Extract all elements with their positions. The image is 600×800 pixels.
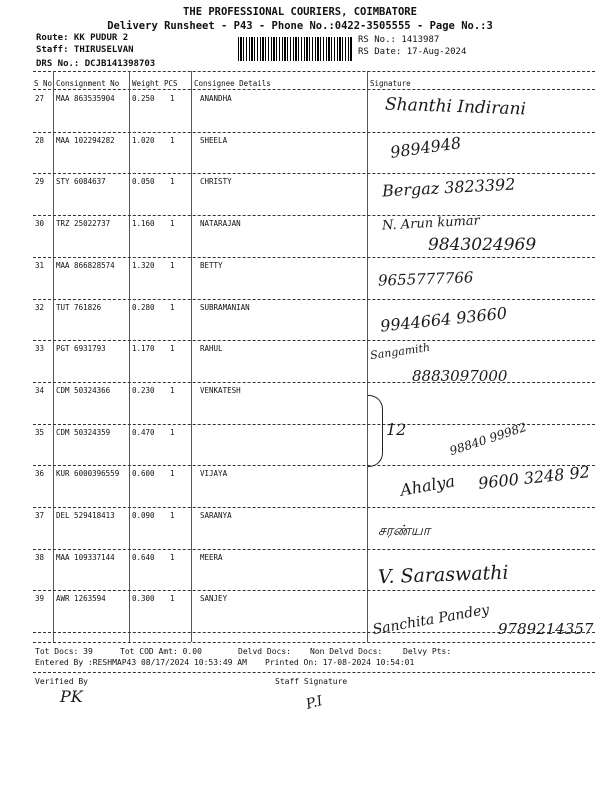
- row-pcs: 1: [170, 552, 175, 562]
- route-label: Route: KK PUDUR 2: [36, 33, 129, 43]
- row-weight: 1.170: [132, 344, 155, 354]
- row-consignment-no: MAA 102294282: [56, 135, 115, 145]
- col-divider-cno: [129, 71, 130, 642]
- row-weight: 0.600: [132, 469, 155, 479]
- row-consignment-no: MAA 863535904: [56, 94, 115, 103]
- row-divider: [33, 257, 595, 258]
- runsheet-subtitle: Delivery Runsheet - P43 - Phone No.:0422-3505555 - Page No.:3: [107, 20, 493, 32]
- row-consignee-name: RAHUL: [200, 344, 223, 354]
- row-consignment-no: CDM 50324366: [56, 385, 111, 395]
- col-header-consignment: Consignment No: [56, 79, 120, 88]
- row-consignee-name: SUBRAMANIAN: [200, 302, 250, 312]
- row-pcs: 1: [170, 344, 175, 354]
- row-weight: 1.320: [132, 260, 155, 270]
- row-divider: [33, 382, 595, 383]
- signature-row-39-name: Sanchita Pandey: [371, 601, 491, 639]
- signature-row-33-name: Sangamith: [369, 340, 431, 363]
- drs-number: DRS No.: DCJB141398703: [36, 59, 156, 69]
- signature-row-38: V. Saraswathi: [377, 561, 509, 589]
- row-consignee-name: CHRISTY: [200, 177, 232, 187]
- row-consignee-name: VENKATESH: [200, 385, 241, 395]
- row-pcs: 1: [170, 594, 175, 604]
- signature-row-29: Bergaz 3823392: [381, 174, 516, 201]
- row-consignee-name: MEERA: [200, 552, 223, 562]
- row-sno: 33: [35, 344, 45, 354]
- row-consignment-no: TRZ 25022737: [56, 219, 111, 229]
- row-divider: [33, 132, 595, 133]
- row-consignee-name: ANANDHA: [200, 94, 232, 103]
- col-header-signature: Signature: [370, 79, 411, 88]
- row-consignment-no: PGT 6931793: [56, 344, 106, 354]
- signature-row-32: 9944664 93660: [379, 303, 508, 336]
- row-weight: 0.050: [132, 177, 155, 187]
- verified-by-label: Verified By: [35, 677, 88, 686]
- row-divider: [33, 590, 595, 591]
- row-sno: 29: [35, 177, 45, 187]
- row-weight: 0.230: [132, 385, 155, 395]
- total-cod-amount: Tot COD Amt: 0.00: [120, 647, 202, 656]
- row-divider: [33, 507, 595, 508]
- row-pcs: 1: [170, 219, 175, 229]
- row-sno: 31: [35, 260, 45, 270]
- row-divider: [33, 465, 595, 466]
- row-sno: 36: [35, 469, 45, 479]
- row-divider: [33, 340, 595, 341]
- row-pcs: 1: [170, 511, 175, 520]
- row-consignment-no: TUT 761826: [56, 302, 102, 312]
- row-pcs: 1: [170, 94, 175, 103]
- col-header-pcs: PCS: [164, 79, 178, 88]
- row-weight: 0.300: [132, 594, 155, 604]
- verified-by-mark: PK: [60, 687, 83, 706]
- barcode: [238, 37, 353, 61]
- signature-row-35: 98840 99982: [447, 419, 529, 459]
- company-title: THE PROFESSIONAL COURIERS, COIMBATORE: [183, 6, 417, 18]
- signature-row-39-phone: 9789214357: [498, 620, 594, 638]
- row-consignment-no: KUR 6000396559: [56, 469, 120, 479]
- staff-signature-mark: P.I: [304, 693, 325, 713]
- col-header-sno: S No: [34, 79, 53, 88]
- row-consignment-no: MAA 866828574: [56, 260, 115, 270]
- staff-label: Staff: THIRUSELVAN: [36, 45, 134, 55]
- row-sno: 39: [35, 594, 45, 604]
- row-sno: 27: [35, 94, 45, 103]
- row-pcs: 1: [170, 469, 175, 479]
- entered-by: Entered By :RESHMAP43 08/17/2024 10:53:49 AM: [35, 658, 247, 667]
- signature-row-31: 9655777766: [377, 268, 474, 290]
- row-consignment-no: CDM 50324359: [56, 427, 111, 437]
- row-consignee-name: NATARAJAN: [200, 219, 241, 229]
- signature-row-37: சரண்யா: [378, 523, 431, 539]
- row-sno: 28: [35, 135, 45, 145]
- row-divider: [33, 215, 595, 216]
- signature-row-30-phone: 9843024969: [428, 235, 537, 255]
- row-consignee-name: SARANYA: [200, 511, 232, 520]
- row-weight: 0.640: [132, 552, 155, 562]
- row-consignee-name: VIJAYA: [200, 469, 228, 479]
- row-sno: 37: [35, 511, 45, 520]
- rs-date: RS Date: 17-Aug-2024: [358, 47, 467, 57]
- row-pcs: 1: [170, 260, 175, 270]
- total-docs: Tot Docs: 39: [35, 647, 93, 656]
- col-divider-sno: [53, 71, 54, 642]
- row-sno: 32: [35, 302, 45, 312]
- signature-row-30-name: N. Arun kumar: [381, 213, 481, 234]
- printed-on: Printed On: 17-08-2024 10:54:01: [265, 658, 415, 667]
- row-consignment-no: DEL 529418413: [56, 511, 115, 520]
- row-divider: [33, 549, 595, 550]
- signature-row-36-name: Ahalya: [398, 471, 457, 500]
- row-weight: 0.090: [132, 511, 155, 520]
- row-weight: 0.250: [132, 94, 155, 103]
- row-pcs: 1: [170, 385, 175, 395]
- footer-divider: [33, 642, 595, 643]
- rs-number: RS No.: 1413987: [358, 35, 440, 45]
- bracket-mark: [368, 395, 383, 467]
- row-sno: 34: [35, 385, 45, 395]
- row-weight: 1.160: [132, 219, 155, 229]
- row-pcs: 1: [170, 302, 175, 312]
- signature-row-33-phone: 8883097000: [412, 367, 508, 385]
- row-sno: 30: [35, 219, 45, 229]
- row-consignment-no: MAA 109337144: [56, 552, 115, 562]
- signature-row-28: 9894948: [389, 133, 463, 162]
- row-sno: 38: [35, 552, 45, 562]
- delivery-points: Delvy Pts:: [403, 647, 452, 656]
- col-divider-pcs: [191, 71, 192, 642]
- col-header-consignee: Consignee Details: [194, 79, 271, 88]
- row-divider: [33, 299, 595, 300]
- delivered-docs: Delvd Docs:: [238, 647, 291, 656]
- header-top-divider: [33, 71, 595, 72]
- staff-signature-label: Staff Signature: [275, 677, 348, 686]
- header-bottom-divider: [33, 89, 595, 90]
- row-consignee-name: SHEELA: [200, 135, 228, 145]
- row-weight: 0.280: [132, 302, 155, 312]
- row-sno: 35: [35, 427, 45, 437]
- row-consignment-no: AWR 1263594: [56, 594, 106, 604]
- col-header-weight: Weight: [132, 79, 160, 88]
- footer-bottom-divider: [33, 672, 595, 673]
- row-weight: 0.470: [132, 427, 155, 437]
- signature-row-34-count: 12: [386, 420, 407, 439]
- row-weight: 1.020: [132, 135, 155, 145]
- row-consignee-name: SANJEY: [200, 594, 228, 604]
- signature-row-27: Shanthi Indirani: [384, 94, 527, 120]
- row-pcs: 1: [170, 177, 175, 187]
- row-consignee-name: BETTY: [200, 260, 223, 270]
- non-delivered-docs: Non Delvd Docs:: [310, 647, 383, 656]
- row-consignment-no: STY 6084637: [56, 177, 106, 187]
- signature-row-36-phone: 9600 3248 92: [477, 462, 591, 493]
- row-pcs: 1: [170, 427, 175, 437]
- row-pcs: 1: [170, 135, 175, 145]
- col-divider-consignee: [367, 71, 368, 642]
